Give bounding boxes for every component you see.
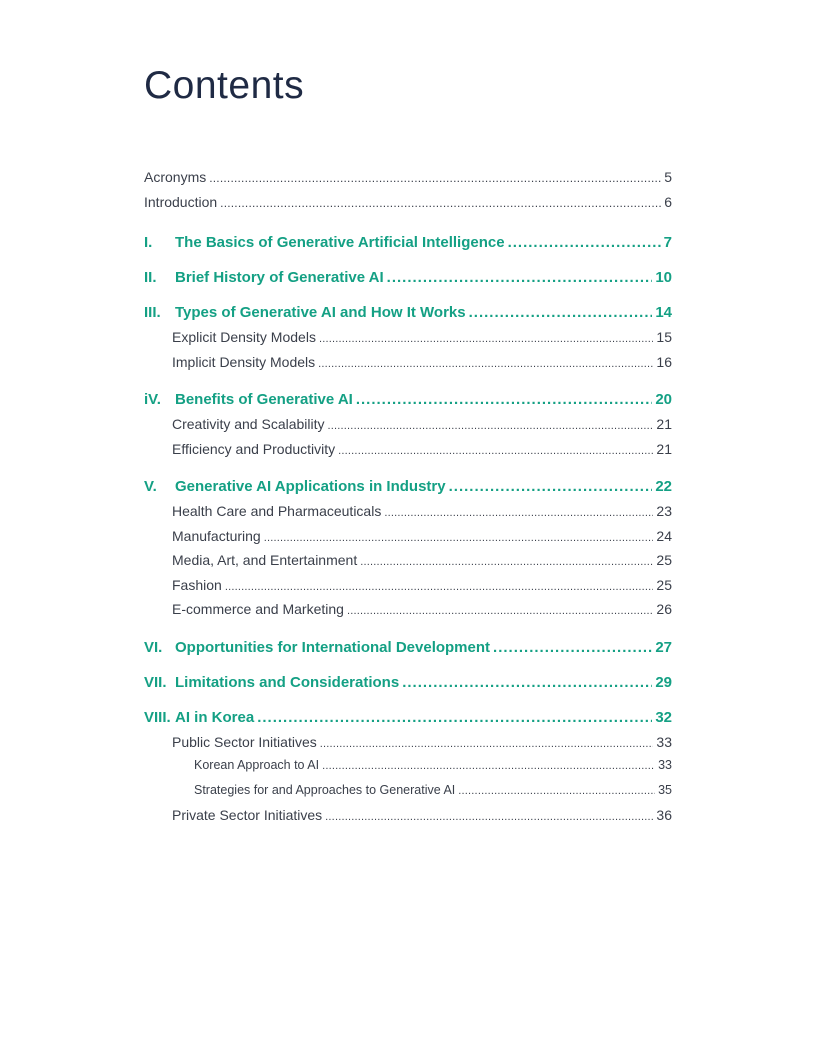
toc-section-6[interactable] [144, 639, 672, 661]
toc-subsubentry[interactable] [144, 758, 672, 783]
toc-subentry-page: 24 [656, 527, 672, 544]
toc-subentry[interactable] [144, 577, 672, 602]
toc-subentry-title: Media, Art, and Entertainment [172, 552, 358, 568]
dot-leader [356, 391, 652, 408]
dot-leader [225, 581, 654, 593]
toc-subsubentry[interactable] [144, 783, 672, 808]
toc-subentry-page: 33 [656, 733, 672, 750]
toc-subsubentry-title: Strategies for and Approaches to Generative AI [194, 782, 456, 797]
toc-section-3[interactable] [144, 304, 672, 326]
toc-subentry[interactable] [144, 601, 672, 626]
toc-section-8[interactable] [144, 709, 672, 731]
toc-section-page: 27 [655, 638, 672, 656]
toc-subentry[interactable] [144, 503, 672, 528]
toc-subsubentry-page: 33 [658, 758, 672, 772]
toc-subentry-title: Creativity and Scalability [172, 416, 325, 432]
toc-entry-title: Acronyms [144, 169, 207, 185]
toc-subentry-page: 25 [656, 552, 672, 568]
dot-leader [319, 333, 653, 345]
toc-entry-introduction[interactable] [144, 194, 672, 219]
toc-entry-acronyms[interactable] [144, 169, 672, 194]
toc-section-page: 22 [655, 478, 672, 495]
toc-subentry-page: 15 [656, 329, 672, 345]
dot-leader [322, 760, 655, 772]
dot-leader [338, 445, 653, 457]
dot-leader [449, 478, 653, 495]
toc-subentry-title: Fashion [172, 576, 222, 593]
toc-subentry-page: 16 [656, 353, 672, 370]
toc-section-number: VI. [144, 638, 163, 656]
toc-subentry-page: 25 [656, 576, 672, 593]
toc-section-number: II. [144, 269, 157, 286]
toc-subentry-page: 26 [656, 601, 672, 617]
toc-section-number: iV. [144, 391, 161, 408]
toc-subentry[interactable] [144, 807, 672, 832]
toc-section-title: iV. Benefits of Generative AI [144, 391, 353, 408]
toc-section-7[interactable] [144, 674, 672, 696]
toc-section-page: 29 [655, 673, 672, 691]
toc-section-5[interactable] [144, 478, 672, 500]
dot-leader [325, 811, 653, 823]
dot-leader [320, 738, 654, 750]
toc-subentry[interactable] [144, 552, 672, 577]
toc-section-page: 14 [655, 304, 672, 321]
toc-section-2[interactable] [144, 269, 672, 291]
toc-subentry-title: Efficiency and Productivity [172, 440, 336, 457]
dot-leader [209, 171, 661, 185]
toc-section-1[interactable] [144, 234, 672, 256]
dot-leader [347, 605, 653, 617]
dot-leader [402, 674, 652, 691]
toc-subentry[interactable] [144, 441, 672, 466]
toc-section-page: 20 [655, 391, 672, 408]
toc-section-page: 32 [655, 708, 672, 726]
toc-subsubentry-title: Korean Approach to AI [194, 758, 320, 772]
dot-leader [328, 420, 654, 432]
toc-section-4[interactable] [144, 391, 672, 413]
toc-subentry-title: Manufacturing [172, 527, 261, 544]
dot-leader [387, 269, 653, 286]
toc-subentry[interactable] [144, 734, 672, 759]
toc-subentry-page: 36 [656, 807, 672, 823]
dot-leader [384, 507, 653, 519]
toc-section-title: VII. Limitations and Considerations [144, 673, 400, 691]
toc-subentry-page: 21 [656, 440, 672, 457]
toc-section-number: VII. [144, 673, 167, 691]
toc-subentry[interactable] [144, 329, 672, 354]
dot-leader [360, 556, 653, 568]
toc-section-number: I. [144, 234, 153, 251]
toc-entry-page: 5 [664, 169, 672, 185]
toc-section-title: VIII. AI in Korea [144, 708, 255, 726]
toc-section-number: V. [144, 478, 157, 495]
toc-entry-title: Introduction [144, 194, 218, 210]
toc-subentry-title: E-commerce and Marketing [172, 601, 344, 617]
toc-section-number: VIII. [144, 708, 171, 726]
toc-section-title: II. Brief History of Generative AI [144, 269, 384, 286]
toc-subentry-title: Private Sector Initiatives [172, 807, 323, 823]
dot-leader [493, 639, 652, 656]
toc-section-page: 7 [663, 234, 672, 251]
toc-subentry[interactable] [144, 354, 672, 379]
toc-subentry-title: Explicit Density Models [172, 329, 316, 345]
dot-leader [257, 709, 652, 726]
dot-leader [264, 532, 654, 544]
toc-subentry[interactable] [144, 528, 672, 553]
toc-section-title: III. Types of Generative AI and How It Works [144, 304, 466, 321]
toc-section-number: III. [144, 304, 161, 321]
toc-subentry-title: Health Care and Pharmaceuticals [172, 503, 382, 519]
toc-subentry-page: 23 [656, 503, 672, 519]
dot-leader [458, 785, 655, 797]
toc-section-title: I. The Basics of Generative Artificial Intelligence [144, 234, 505, 251]
toc-subentry-title: Implicit Density Models [172, 353, 316, 370]
page-title: Contents [144, 64, 305, 107]
toc-entry-page: 6 [664, 194, 672, 210]
toc-subentry-title: Public Sector Initiatives [172, 733, 317, 750]
dot-leader [318, 358, 653, 370]
table-of-contents [144, 169, 672, 832]
toc-subsubentry-page: 35 [658, 782, 672, 797]
toc-section-title: VI. Opportunities for International Development [144, 638, 491, 656]
toc-section-page: 10 [655, 269, 672, 286]
toc-subentry[interactable] [144, 416, 672, 441]
dot-leader [220, 196, 661, 210]
dot-leader [508, 234, 661, 251]
dot-leader [469, 304, 653, 321]
toc-section-title: V. Generative AI Applications in Industry [144, 478, 446, 495]
toc-subentry-page: 21 [656, 416, 672, 432]
